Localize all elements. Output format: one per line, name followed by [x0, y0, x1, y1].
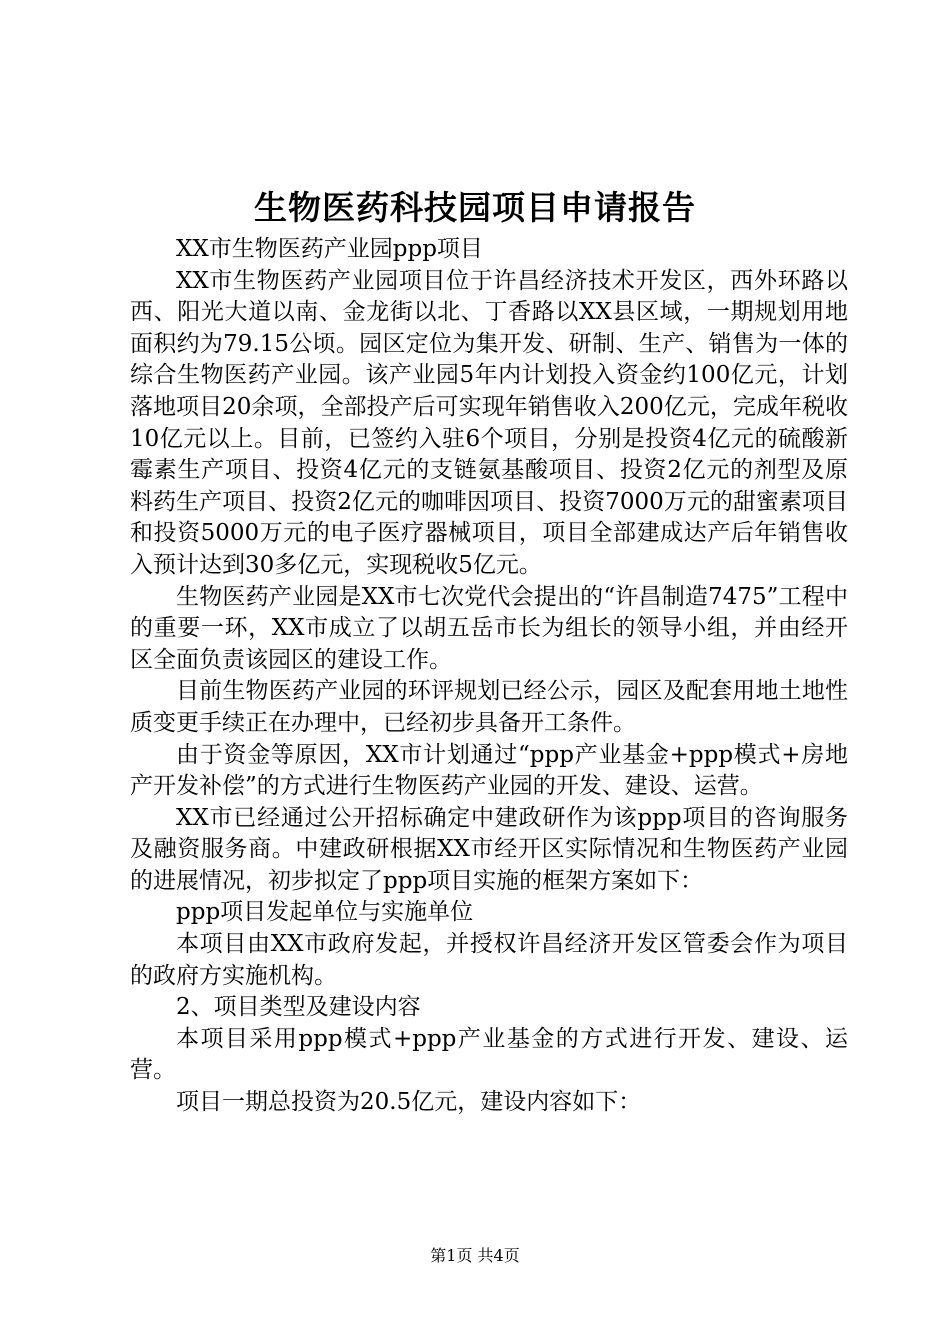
document-body [130, 234, 848, 1119]
paragraph-sponsor: 本项目由XX市政府发起，并授权许昌经济开发区管委会作为项目的政府方实施机构。 [130, 931, 848, 989]
paragraph-background: 生物医药产业园是XX市七次党代会提出的“许昌制造7475”工程中的重要一环，XX市成立了以胡五岳市长为组长的领导小组，并由经开区全面负责该园区的建设工作。 [130, 583, 848, 673]
paragraph-status: 目前生物医药产业园的环评规划已经公示，园区及配套用地土地性质变更手续正在办理中，已经初步具备开工条件。 [130, 678, 848, 736]
paragraph-funding: 由于资金等原因，XX市计划通过“ppp产业基金+ppp模式+房地产开发补偿”的方式进行生物医药产业园的开发、建设、运营。 [130, 741, 848, 800]
paragraph-consultant: XX市已经通过公开招标确定中建政研作为该ppp项目的咨询服务及融资服务商。中建政研根据XX市经开区实际情况和生物医药产业园的进展情况，初步拟定了ppp项目实施的框架方案如下： [130, 804, 848, 894]
page-footer: 第1页 共4页 [430, 1246, 520, 1265]
document-title: 生物医药科技园项目申请报告 [254, 188, 696, 227]
paragraph-type: 本项目采用ppp模式+ppp产业基金的方式进行开发、建设、运营。 [130, 1025, 848, 1084]
paragraph-project-name: XX市生物医药产业园ppp项目 [176, 236, 483, 262]
paragraph-overview: XX市生物医药产业园项目位于许昌经济技术开发区，西外环路以西、阳光大道以南、金龙街以北、丁香路以XX县区域，一期规划用地面积约为79.15公顷。园区定位为集开发、研制、生产、销售为一体的综合生物医药产业园。该产业园5年内计划投入资金约100亿元，计划落地项目20余项，全部投产后可实现年销售收入200亿元，完成年税收10亿元以上。目前，已签约入驻6个项目，分别是投资4亿元的硫酸新霉素生产项目、投资4亿元的支链氨基酸项目、投资2亿元的剂型及原料药生产项目、投资2亿元的咖啡因项目、投资7000万元的甜蜜素项目和投资5000万元的电子医疗器械项目，项目全部建成达产后年销售收入预计达到30多亿元，实现税收5亿元。 [130, 267, 848, 578]
paragraph-investment: 项目一期总投资为20.5亿元，建设内容如下： [176, 1089, 642, 1116]
paragraph-heading-type: 2、项目类型及建设内容 [176, 994, 421, 1021]
paragraph-heading-sponsor: ppp项目发起单位与实施单位 [176, 899, 474, 926]
